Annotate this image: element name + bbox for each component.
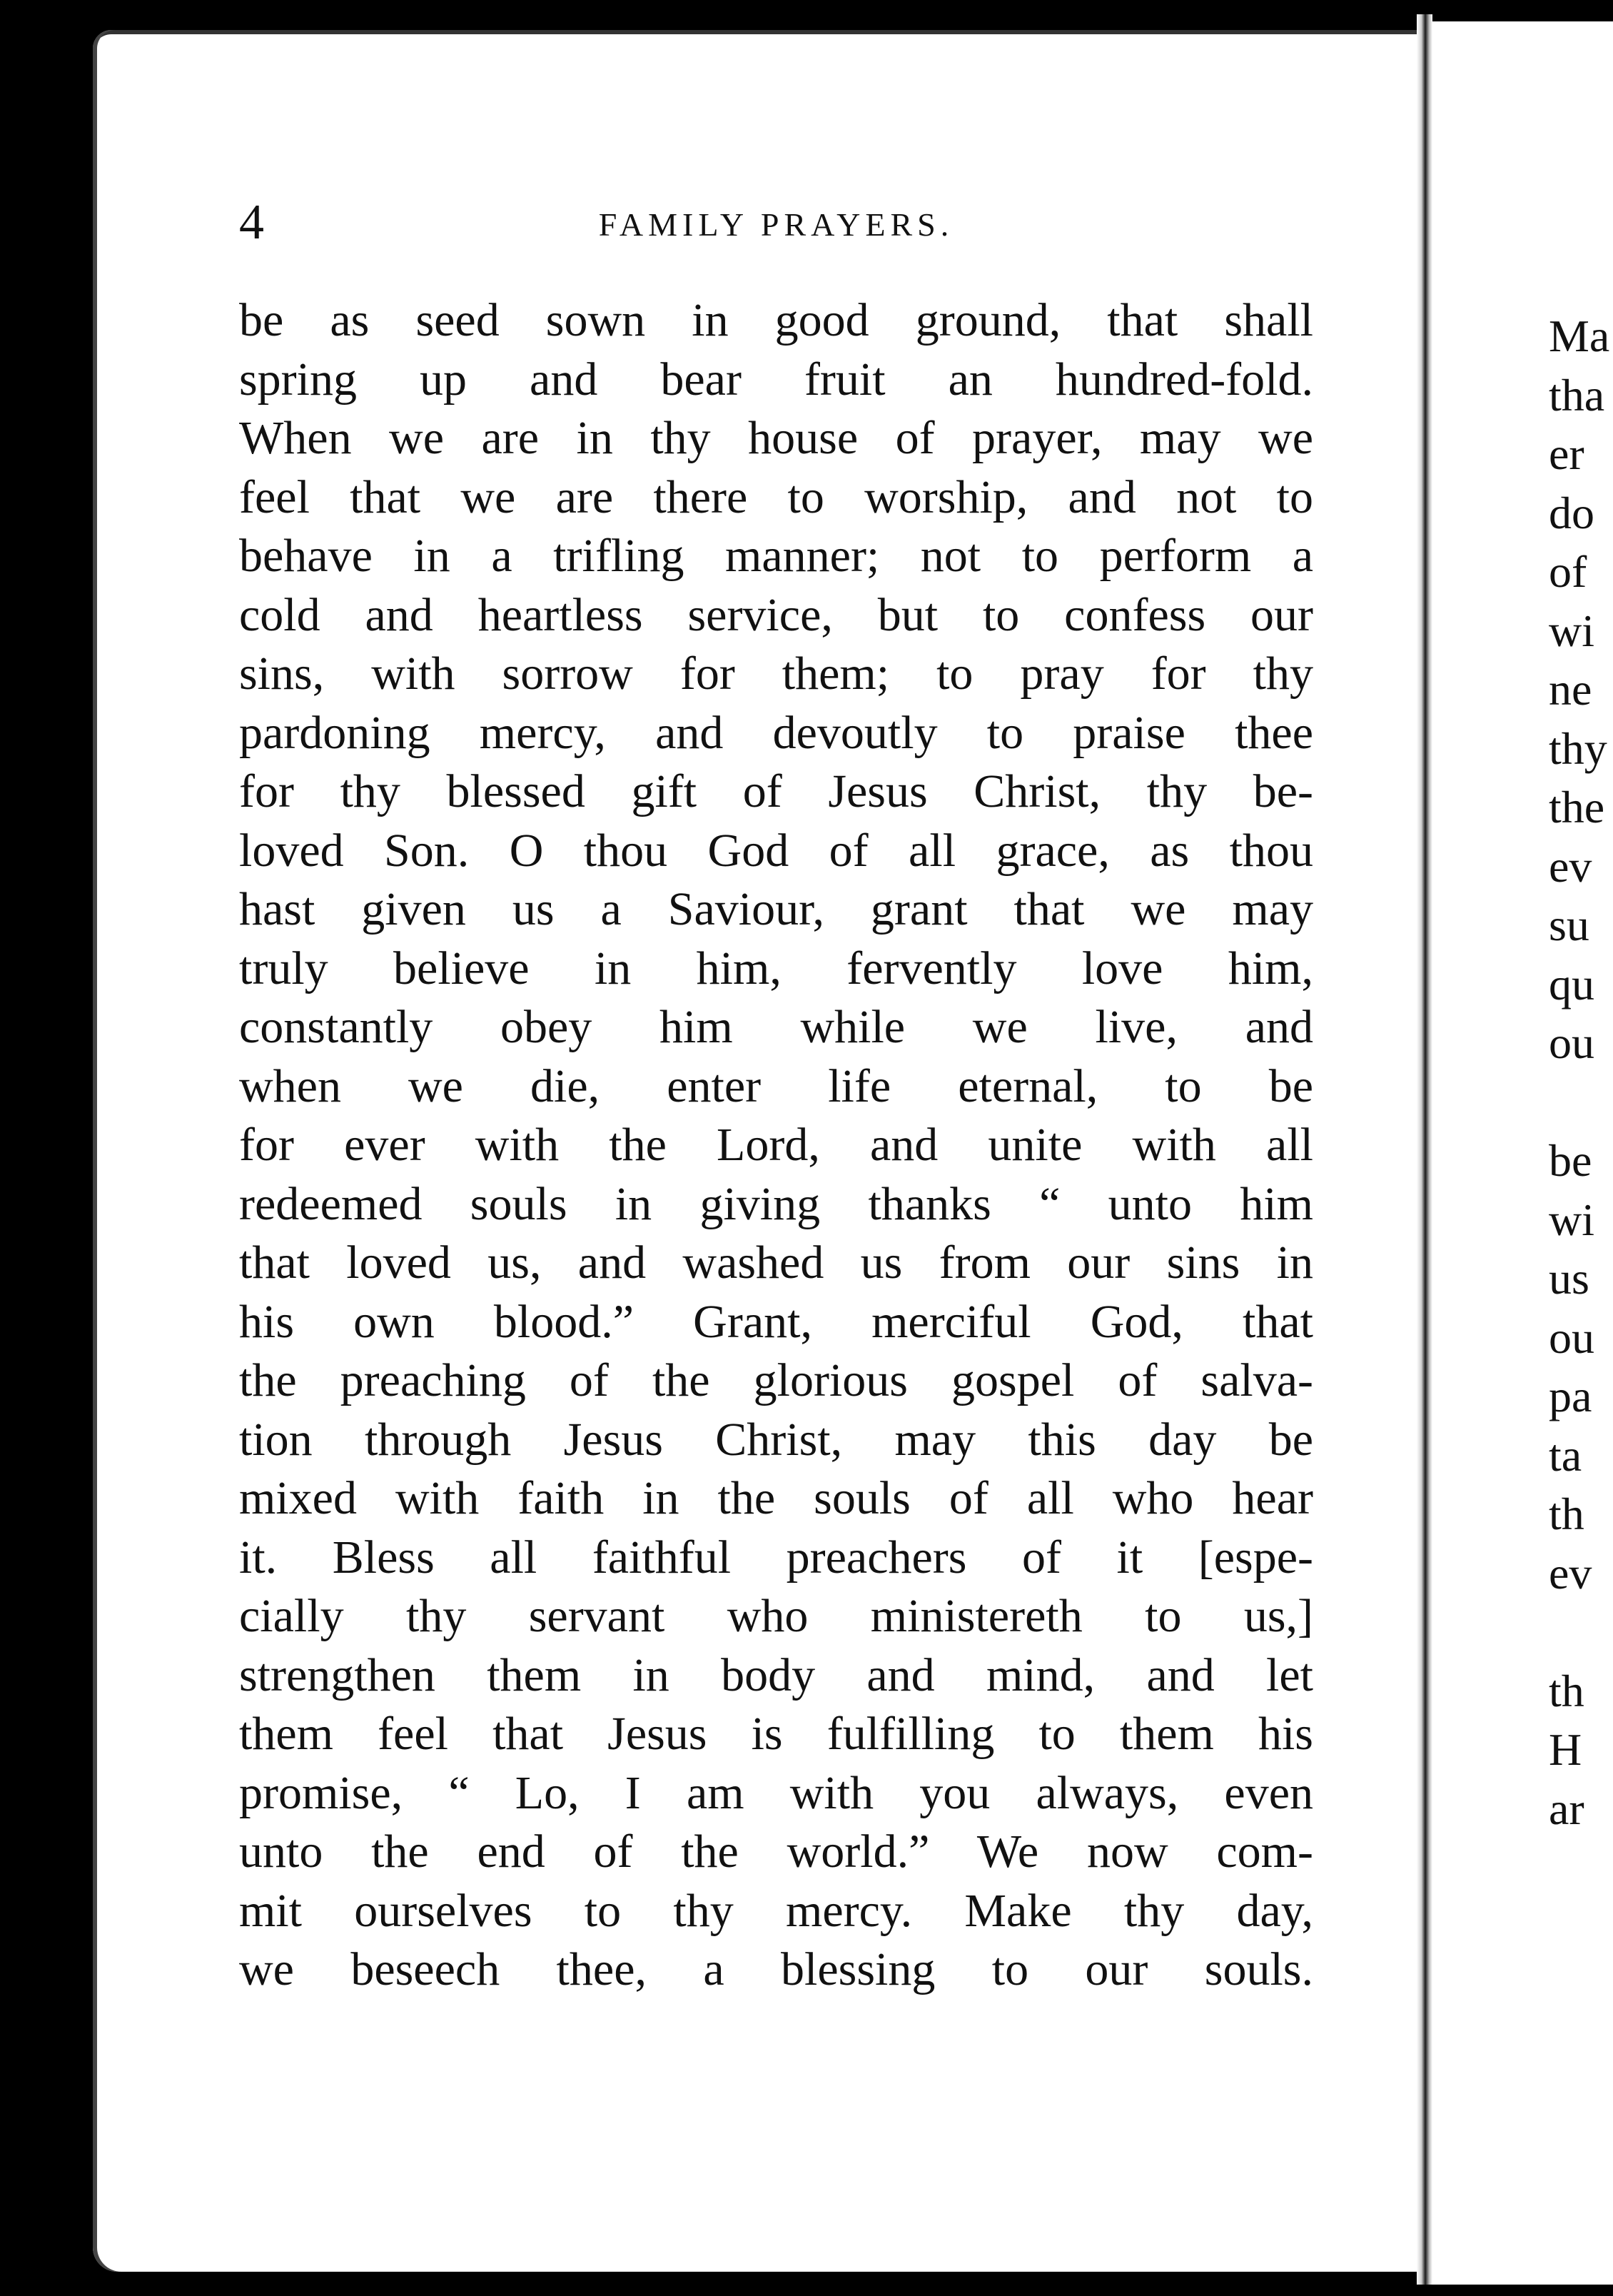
paragraph-gap <box>1549 1603 1609 1662</box>
text-line: that loved us, and washed us from our sins in <box>239 1237 1313 1289</box>
text-line: when we die, enter life eternal, to be <box>239 1059 1313 1112</box>
text-line: them feel that Jesus is fulfilling to them his <box>239 1708 1313 1760</box>
opposite-page-text <box>1549 307 1609 1838</box>
text-line: hast given us a Saviour, grant that we may <box>239 883 1313 935</box>
page-header <box>239 194 1313 251</box>
opposite-text-fragment: ar <box>1549 1783 1584 1834</box>
book-gutter <box>1417 14 1432 2285</box>
text-line: be as seed sown in good ground, that shall <box>239 294 1313 346</box>
opposite-text-fragment: the <box>1549 782 1605 832</box>
opposite-text-fragment: er <box>1549 428 1584 479</box>
text-line: cially thy servant who ministereth to us,] <box>239 1590 1313 1642</box>
text-line: for thy blessed gift of Jesus Christ, thy be- <box>239 765 1313 817</box>
opposite-text-fragment: ev <box>1549 840 1592 892</box>
text-line: cold and heartless service, but to confess our <box>239 588 1313 641</box>
text-line: his own blood.” Grant, merciful God, that <box>239 1295 1313 1348</box>
opposite-text-fragment: ta <box>1549 1429 1582 1481</box>
opposite-text-fragment: th <box>1549 1665 1584 1716</box>
opposite-text-fragment: ne <box>1549 664 1592 715</box>
opposite-text-fragment: su <box>1549 900 1589 950</box>
text-line: sins, with sorrow for them; to pray for thy <box>239 648 1313 700</box>
text-line: behave in a trifling manner; not to perform a <box>239 530 1313 582</box>
text-line: it. Bless all faithful preachers of it [espe- <box>239 1531 1313 1583</box>
opposite-text-fragment: do <box>1549 487 1594 538</box>
text-line: for ever with the Lord, and unite with all <box>239 1119 1313 1171</box>
text-line: we beseech thee, a blessing to our souls. <box>239 1943 1313 1995</box>
opposite-text-fragment: be <box>1549 1135 1592 1186</box>
text-line: tion through Jesus Christ, may this day be <box>239 1413 1313 1466</box>
opposite-text-fragment: th <box>1549 1489 1584 1539</box>
running-title: FAMILY PRAYERS. <box>598 206 954 243</box>
opposite-text-fragment: pa <box>1549 1371 1592 1421</box>
text-line: mixed with faith in the souls of all who hear <box>239 1472 1313 1524</box>
opposite-text-fragment: wi <box>1549 605 1594 656</box>
text-line: feel that we are there to worship, and not to <box>239 470 1313 523</box>
opposite-text-fragment: tha <box>1549 369 1605 421</box>
text-line: redeemed souls in giving thanks “ unto him <box>239 1177 1313 1230</box>
text-line: loved Son. O thou God of all grace, as thou <box>239 824 1313 877</box>
text-line: spring up and bear fruit an hundred-fold. <box>239 353 1313 406</box>
opposite-text-fragment: ou <box>1549 1311 1594 1363</box>
text-line: truly believe in him, fervently love him, <box>239 942 1313 995</box>
opposite-text-fragment: us <box>1549 1253 1589 1304</box>
text-line: pardoning mercy, and devoutly to praise thee <box>239 706 1313 759</box>
opposite-text-fragment: of <box>1549 546 1587 597</box>
body-text <box>239 291 1313 2000</box>
text-line: mit ourselves to thy mercy. Make thy day, <box>239 1884 1313 1937</box>
text-line: strengthen them in body and mind, and let <box>239 1648 1313 1701</box>
page-number: 4 <box>239 195 264 250</box>
opposite-text-fragment: ou <box>1549 1017 1594 1068</box>
opposite-text-fragment: H <box>1549 1724 1582 1775</box>
opposite-text-fragment: Ma <box>1549 311 1610 361</box>
opposite-text-fragment: thy <box>1549 722 1607 774</box>
text-line: constantly obey him while we live, and <box>239 1001 1313 1053</box>
text-line: promise, “ Lo, I am with you always, even <box>239 1766 1313 1819</box>
opposite-text-fragment: wi <box>1549 1194 1594 1245</box>
paragraph-gap <box>1549 1073 1609 1132</box>
opposite-text-fragment: ev <box>1549 1547 1592 1598</box>
opposite-text-fragment: qu <box>1549 958 1594 1009</box>
text-line: When we are in thy house of prayer, may we <box>239 412 1313 464</box>
text-line: the preaching of the glorious gospel of salva- <box>239 1354 1313 1406</box>
text-line: unto the end of the world.” We now com- <box>239 1826 1313 1878</box>
